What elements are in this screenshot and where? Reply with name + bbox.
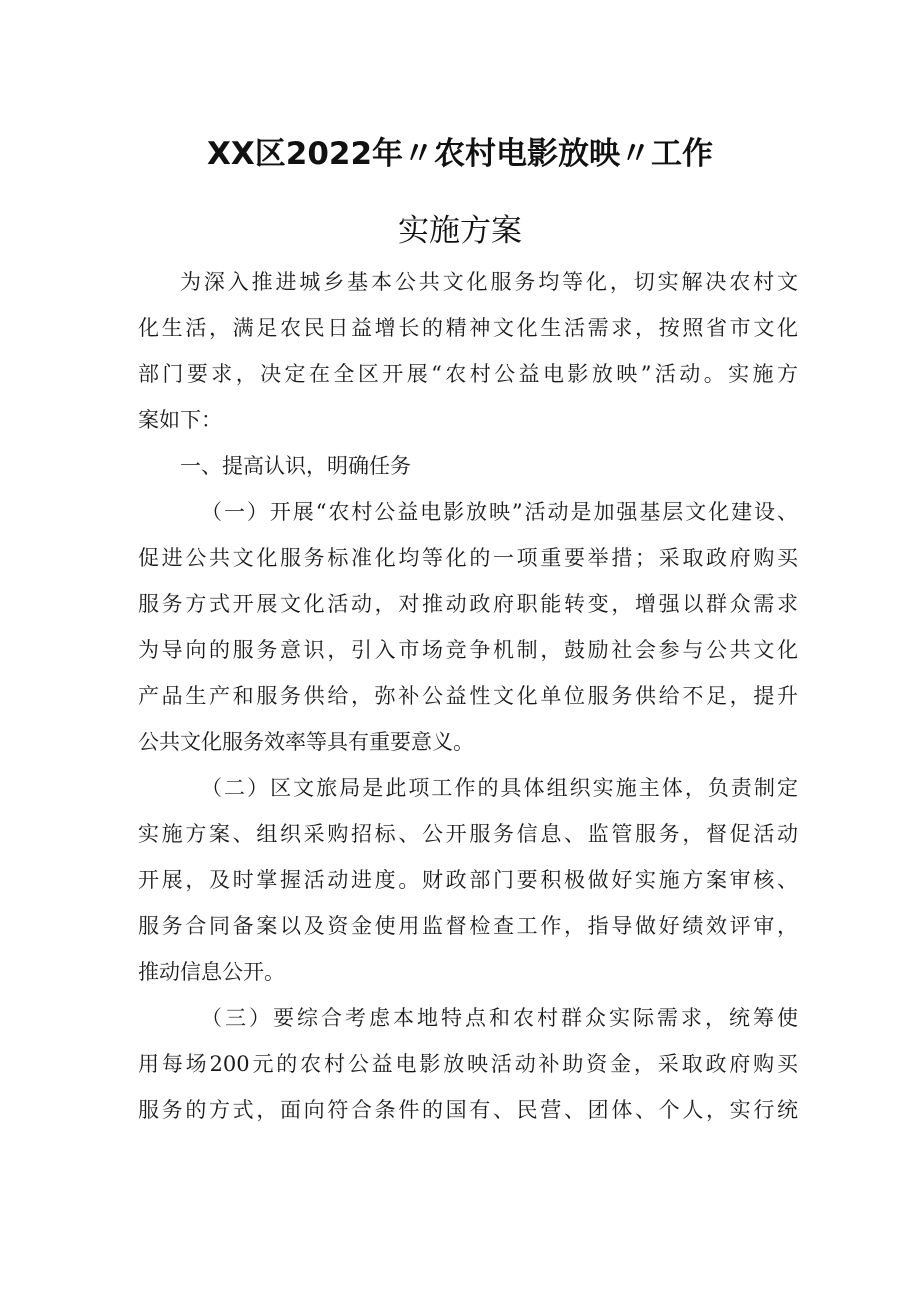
item-2-paragraph <box>138 765 798 995</box>
text-line: 产品生产和服务供给，弥补公益性文化单位服务供给不足，提升 <box>138 684 798 708</box>
text-line: 实施方案、组织采购招标、公开服务信息、监管服务，督促活动 <box>138 822 798 846</box>
text-line: （二）区文旅局是此项工作的具体组织实施主体，负责制定 <box>201 776 798 800</box>
item-3-paragraph <box>138 995 798 1133</box>
text-line: 服务的方式，面向符合条件的国有、民营、团体、个人，实行统 <box>138 1098 798 1122</box>
text-line: （一）开展“农村公益电影放映”活动是加强基层文化建设、 <box>201 500 798 524</box>
text-line: 为导向的服务意识，引入市场竞争机制，鼓励社会参与公共文化 <box>138 638 798 662</box>
text-line: 案如下： <box>138 408 222 432</box>
item-1-paragraph <box>138 489 798 765</box>
text-line: 开展，及时掌握活动进度。财政部门要积极做好实施方案审核、 <box>138 868 798 892</box>
document-body <box>138 259 798 1133</box>
text-line: 服务方式开展文化活动，对推动政府职能转变，增强以群众需求 <box>138 592 798 616</box>
intro-paragraph <box>138 259 798 443</box>
text-line: 用每场200元的农村公益电影放映活动补助资金，采取政府购买 <box>138 1052 798 1076</box>
text-line: 部门要求，决定在全区开展“农村公益电影放映”活动。实施方 <box>138 362 798 386</box>
text-line: 促进公共文化服务标准化均等化的一项重要举措；采取政府购买 <box>138 546 798 570</box>
text-line: （三）要综合考虑本地特点和农村群众实际需求，统筹使 <box>201 1006 798 1030</box>
section-heading <box>138 443 798 489</box>
text-line: 服务合同备案以及资金使用监督检查工作，指导做好绩效评审， <box>138 914 798 938</box>
text-line: 推动信息公开。 <box>138 960 285 984</box>
text-line: 化生活，满足农民日益增长的精神文化生活需求，按照省市文化 <box>138 316 798 340</box>
document-title-line-2: 实施方案 <box>398 213 522 249</box>
text-line: 公共文化服务效率等具有重要意义。 <box>138 730 474 754</box>
section-heading-text: 一、提高认识，明确任务 <box>180 454 411 478</box>
text-line: 为深入推进城乡基本公共文化服务均等化，切实解决农村文 <box>180 270 798 294</box>
document-title-line-1: XX区2022年〃农村电影放映〃工作 <box>206 136 714 172</box>
